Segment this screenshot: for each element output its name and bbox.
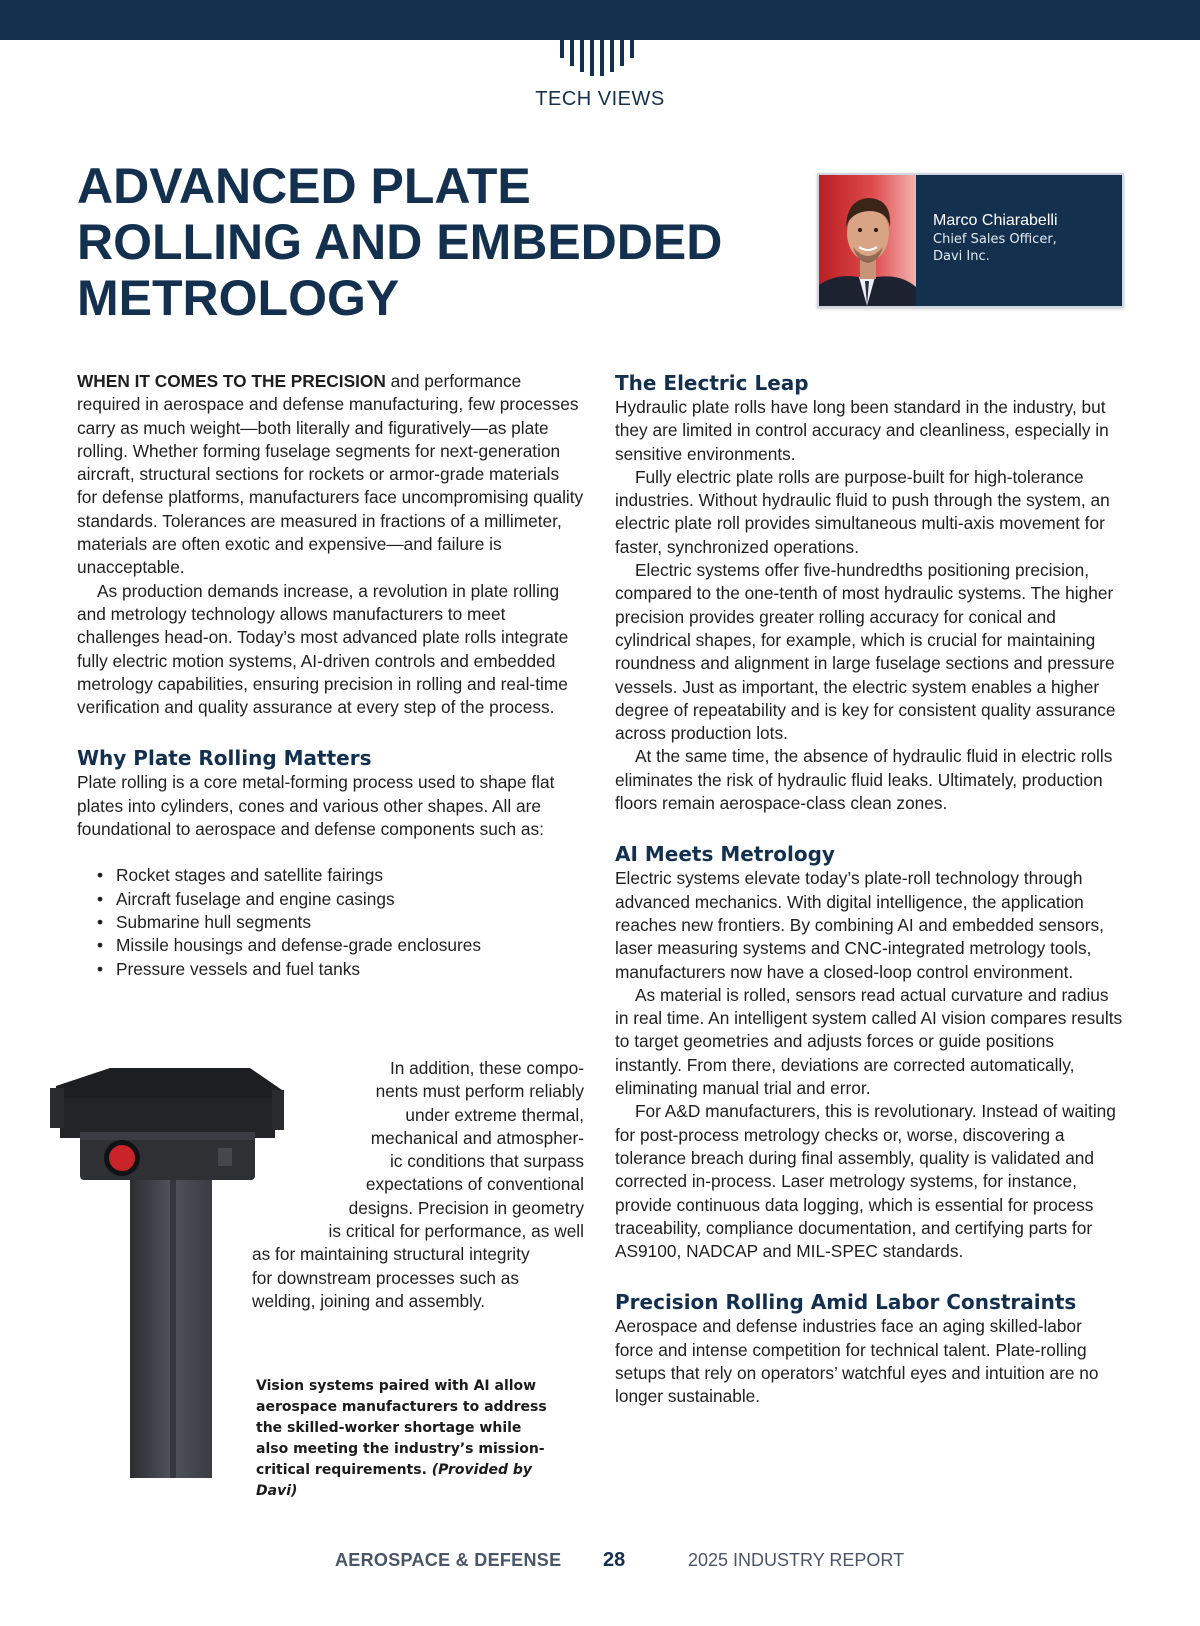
list-item: • Rocket stages and satellite fairings [116, 864, 584, 887]
spacer [615, 1263, 1123, 1289]
wrap-paragraph [252, 1057, 584, 1313]
tech-views-barcode-icon [560, 40, 640, 80]
caption-text: Vision systems paired with AI allow aerospace manufacturers to address the skilled-worker shortage while also meeting the industry’s mission-critical requirements. [256, 1378, 547, 1478]
subhead-labor-constraints: Precision Rolling Amid Labor Constraints [615, 1290, 1077, 1315]
author-photo [819, 175, 916, 306]
left-column [77, 370, 584, 981]
wrap-line: designs. Precision in geometry [348, 1197, 584, 1218]
wrap-line: is critical for performance, as well [328, 1221, 584, 1242]
wrap-line: under extreme thermal, [405, 1104, 584, 1125]
top-banner [0, 0, 1200, 40]
wrap-line: In addition, these compo- [389, 1058, 584, 1078]
body-paragraph: Fully electric plate rolls are purpose-built for high-tolerance industries. Without hydraulic fluid to push through the system, an electric plate roll provides simultaneous multi-axis movement for faster, synchronized operations. [615, 466, 1110, 557]
section-label: TECH VIEWS [535, 88, 665, 110]
body-paragraph: Electric systems elevate today’s plate-roll technology through advanced mechanics. With digital intelligence, the application reaches new frontiers. By combining AI and embedded sensors, laser measuring systems and CNC-integrated metrology tools, manufacturers now have a closed-loop control environment. [615, 868, 1104, 982]
author-role: Chief Sales Officer, [933, 232, 1057, 247]
right-column [615, 370, 1123, 1409]
author-card [817, 173, 1124, 308]
intro-paragraph [77, 370, 584, 580]
title-line: ROLLING AND EMBEDDED [77, 214, 723, 270]
wrap-line: nents must perform reliably [375, 1081, 584, 1102]
subhead-why-plate-rolling: Why Plate Rolling Matters [77, 746, 372, 771]
body-paragraph: As production demands increase, a revolution in plate rolling and metrology technology allows manufacturers to meet challenges head-on. Today’s most advanced plate rolls integrate fully electric motion systems, AI-driven controls and embedded metrology capabilities, ensuring precision in rolling and real-time verification and quality assurance at every step of the process. [77, 580, 569, 718]
wrap-line: as for maintaining structural integrity [252, 1244, 530, 1265]
wrap-line: mechanical and atmospher- [370, 1127, 584, 1148]
wrap-line: welding, joining and assembly. [252, 1290, 486, 1311]
footer-report-title: 2025 INDUSTRY REPORT [688, 1550, 905, 1570]
author-company: Davi Inc. [933, 249, 990, 264]
body-paragraph: At the same time, the absence of hydraulic fluid in electric rolls eliminates the risk of hydraulic fluid leaks. Ultimately, production floors remain aerospace-class clean zones. [615, 746, 1113, 814]
author-info [933, 211, 1058, 265]
wrap-line: ic conditions that surpass [389, 1151, 584, 1172]
list-item: • Aircraft fuselage and engine casings [116, 888, 584, 911]
subhead-electric-leap: The Electric Leap [615, 371, 809, 395]
plate-roll-machine-image [50, 1068, 285, 1478]
list-item: • Missile housings and defense-grade enclosures [116, 934, 584, 957]
body-paragraph: Aerospace and defense industries face an aging skilled-labor force and intense competition for technical talent. Plate-rolling setups that rely on operators’ watchful eyes and intuition are no longer sustainable. [615, 1316, 1099, 1407]
list-item: • Submarine hull segments [116, 911, 584, 934]
wrap-line: expectations of conventional [365, 1174, 584, 1195]
subhead-ai-metrology: AI Meets Metrology [615, 842, 835, 867]
wrap-line: for downstream processes such as [252, 1267, 520, 1288]
spacer [615, 815, 1123, 841]
footer-page-number: 28 [603, 1549, 626, 1571]
intro-text: and performance required in aerospace and defense manufacturing, few processes carry as much weight—both literally and figuratively—as plate rolling. Whether forming fuselage segments for next-generation aircraft, structural sections for rockets or armor-grade materials for defense platforms, manufacturers face uncompromising quality standards. Tolerances are measured in fractions of a millimeter, materials are often exotic and expensive—and failure is unacceptable. [77, 371, 584, 578]
image-caption [256, 1376, 556, 1502]
intro-lead: WHEN IT COMES TO THE PRECISION [77, 371, 386, 391]
author-name: Marco Chiarabelli [933, 212, 1058, 229]
list-item: • Pressure vessels and fuel tanks [116, 958, 584, 981]
body-paragraph: Electric systems offer five-hundredths positioning precision, compared to the one-tenth of most hydraulic systems. The higher precision provides greater rolling accuracy for conical and cylindrical shapes, for example, which is crucial for maintaining roundness and alignment in large fuselage sections and pressure vessels. Just as important, the electric system enables a higher degree of repeatability and is key for consistent quality assurance across production lots. [615, 560, 1116, 744]
caption-credit: (Provided by Davi) [256, 1462, 533, 1499]
title-line: METROLOGY [77, 270, 400, 326]
body-paragraph: Plate rolling is a core metal-forming process used to shape flat plates into cylinders, cones and various other shapes. All are foundational to aerospace and defense components such as: [77, 772, 555, 840]
title-line: ADVANCED PLATE [77, 158, 531, 214]
body-paragraph: For A&D manufacturers, this is revolutionary. Instead of waiting for post-process metrology checks or, worse, discovering a tolerance breach during final assembly, quality is validated and corrected in-process. Laser metrology systems, for instance, provide continuous data logging, which is essential for process traceability, compliance documentation, and certifying parts for AS9100, NADCAP and MIL-SPEC standards. [615, 1101, 1116, 1262]
footer-publication: AEROSPACE & DEFENSE [335, 1550, 562, 1570]
body-paragraph: Hydraulic plate rolls have long been standard in the industry, but they are limited in control accuracy and cleanliness, especially in sensitive environments. [615, 397, 1109, 464]
body-paragraph: As material is rolled, sensors read actual curvature and radius in real time. An intelligent system called AI vision compares results to target geometries and adjusts forces or guide positions instantly. From there, deviations are corrected automatically, eliminating manual trial and error. [615, 984, 1123, 1099]
article-title [77, 158, 737, 326]
spacer [77, 719, 584, 745]
component-list [77, 864, 584, 980]
spacer [77, 841, 584, 864]
